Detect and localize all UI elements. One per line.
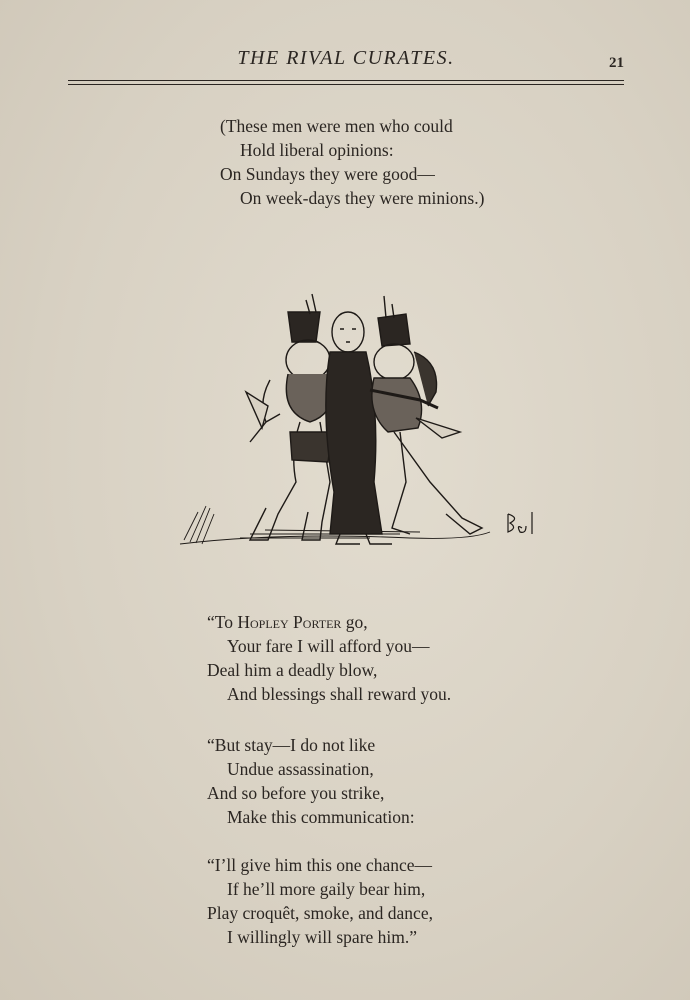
verse-line: Undue assassination, bbox=[227, 759, 374, 779]
running-title: THE RIVAL CURATES. bbox=[237, 47, 455, 69]
verse-text: go, bbox=[345, 612, 368, 632]
name-small-caps: Hopley Porter bbox=[237, 612, 342, 632]
verse-line: “But stay—I do not like bbox=[207, 735, 376, 755]
verse-line: And so before you strike, bbox=[207, 783, 385, 803]
stanza bbox=[207, 853, 433, 949]
verse-line: Deal him a deadly blow, bbox=[207, 660, 378, 680]
verse-line: I willingly will spare him.” bbox=[227, 927, 418, 947]
verse-text: “To bbox=[207, 612, 233, 632]
stanza bbox=[207, 610, 451, 706]
verse-line: If he’ll more gaily bear him, bbox=[227, 879, 426, 899]
stanza bbox=[207, 733, 415, 829]
stanza bbox=[220, 114, 484, 210]
left-figure bbox=[246, 294, 333, 540]
verse-line: And blessings shall reward you. bbox=[227, 684, 452, 704]
running-head bbox=[68, 45, 624, 75]
right-figure bbox=[370, 296, 482, 534]
header-rule-thin bbox=[68, 84, 624, 85]
verse-line: On Sundays they were good— bbox=[220, 164, 435, 184]
verse-line bbox=[207, 610, 451, 634]
header-rule bbox=[68, 80, 624, 81]
verse-line: Your fare I will afford you— bbox=[227, 636, 430, 656]
verse-line: “I’ll give him this one chance— bbox=[207, 855, 432, 875]
verse-line: Hold liberal opinions: bbox=[240, 140, 394, 160]
verse-line: Make this communication: bbox=[227, 807, 415, 827]
verse-line: On week-days they were minions.) bbox=[240, 188, 485, 208]
verse-line: Play croquêt, smoke, and dance, bbox=[207, 903, 433, 923]
verse-line: (These men were men who could bbox=[220, 116, 453, 136]
signature-bab bbox=[508, 512, 532, 534]
page-number: 21 bbox=[609, 55, 624, 71]
woodcut-illustration bbox=[170, 282, 540, 552]
